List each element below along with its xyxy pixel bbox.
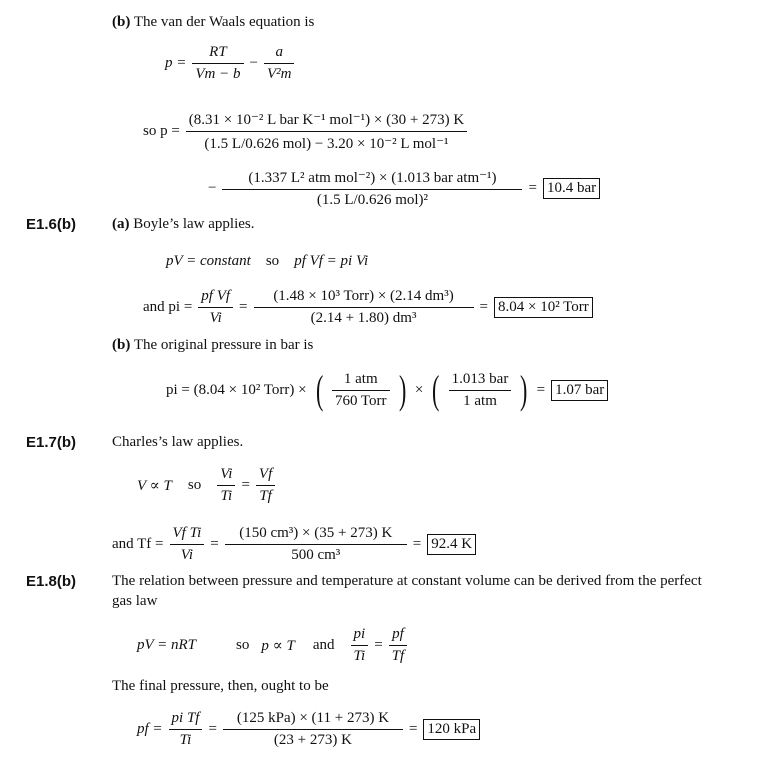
vdw-frac-rt xyxy=(192,44,243,83)
boyle-conv1-num: 1 atm xyxy=(343,370,378,387)
vdw-numeric-line2 xyxy=(208,168,600,209)
charles-eq1: V ∝ T so $\frac{Vi}{Ti}$ = $\frac{Vf}{Tf}$ xyxy=(137,466,275,505)
boyle-conv2 xyxy=(449,371,512,410)
boyle-pi-expr: pi = (8.04 × 10² Torr) × xyxy=(166,381,307,398)
vdw-frac-num2-den: (1.5 L/0.626 mol)² xyxy=(222,189,522,209)
gaslaw-eq2: pf = $\frac{\text{pi Tf}}{Ti}$ = $\frac{\text{(125 kPa) × (11 + 273) K}}{(23 + 273) K}$ = 120 kPa xyxy=(137,710,480,749)
boyle-times: × xyxy=(414,381,424,398)
vdw-equation xyxy=(165,44,294,83)
boyle-eq1-rhs: pf Vf = pi Vi xyxy=(294,253,369,269)
boyle-eq-sign-3: = xyxy=(536,381,546,398)
vdw-frac-a xyxy=(264,44,295,83)
gaslaw-text-line2: gas law xyxy=(112,593,158,609)
boyle-eq-sign-2: = xyxy=(479,299,488,315)
vdw-intro-text: The van der Waals equation is xyxy=(133,14,315,30)
boyle-eq1 xyxy=(166,253,368,270)
charles-frac1-den: Ti xyxy=(217,485,235,505)
boyle-conversion xyxy=(166,367,608,412)
charles-frac4-den: 500 cm³ xyxy=(225,544,407,564)
boyle-conv2-num: 1.013 bar xyxy=(451,370,509,387)
section-label-e18: E1.8(b) xyxy=(26,573,77,590)
gaslaw-pf-lhs: pf = xyxy=(137,721,163,737)
boyle-eq1-so: so xyxy=(265,253,280,269)
vdw-frac-a-num: a xyxy=(275,44,283,60)
boyle-eq1-lhs: pV = constant xyxy=(166,253,251,269)
gaslaw-frac1 xyxy=(351,626,369,665)
vdw-frac-num1 xyxy=(186,110,467,153)
section-label-e17: E1.7(b) xyxy=(26,434,77,451)
vdw-result-box: 10.4 bar xyxy=(543,178,600,199)
vdw-eq-lhs: p = xyxy=(165,55,187,71)
gaslaw-text-line1: The relation between pressure and temperature at constant volume can be derived from the perfect xyxy=(112,573,702,589)
boyle-part-a-label: (a) xyxy=(112,216,130,232)
right-paren-icon-2: ) xyxy=(520,367,528,412)
left-paren-icon-2: ( xyxy=(432,367,440,412)
boyle-eq-sign: = xyxy=(239,299,248,315)
boyle-frac1 xyxy=(198,288,233,327)
boyle-part-b-text: The original pressure in bar is xyxy=(133,337,314,353)
charles-frac4-num: (150 cm³) × (35 + 273) K xyxy=(239,525,393,541)
boyle-intro xyxy=(112,216,254,233)
boyle-eq2 xyxy=(143,288,593,327)
boyle-result-box: 8.04 × 10² Torr xyxy=(494,297,593,318)
boyle-frac2 xyxy=(254,288,474,327)
charles-and-tf: and Tf = xyxy=(112,536,164,552)
boyle-part-b xyxy=(112,337,313,354)
gaslaw-so: so xyxy=(236,637,250,653)
vdw-frac-num2 xyxy=(222,168,522,209)
boyle-part-b-label: (b) xyxy=(112,337,131,353)
boyle-and-pi: and pi = xyxy=(143,299,193,315)
left-paren-icon: ( xyxy=(315,367,323,412)
vdw-eq3-minus: − xyxy=(208,180,217,196)
charles-frac2-num: Vf xyxy=(258,466,273,482)
boyle-conv1-den: 760 Torr xyxy=(332,390,390,410)
gaslaw-frac2 xyxy=(389,626,408,665)
section-label-e16: E1.6(b) xyxy=(26,216,77,233)
gaslaw-eq1: pV = nRT so p ∝ T and $\frac{pi}{Ti}$ = $\frac{pf}{Tf}$ xyxy=(137,626,407,665)
gaslaw-frac1-den: Ti xyxy=(351,645,369,665)
right-paren-icon: ) xyxy=(398,367,406,412)
gaslaw-and: and xyxy=(312,637,335,653)
vdw-intro xyxy=(112,14,314,31)
vdw-frac-rt-den: Vm − b xyxy=(192,63,243,83)
boyle-conv2-den: 1 atm xyxy=(449,390,512,410)
vdw-frac-num2-num: (1.337 L² atm mol⁻²) × (1.013 bar atm⁻¹) xyxy=(248,170,497,186)
boyle-intro-text: Boyle’s law applies. xyxy=(133,216,255,232)
charles-frac4 xyxy=(225,525,407,564)
boyle-frac1-den: Vi xyxy=(198,307,233,327)
gaslaw-frac4 xyxy=(223,710,403,749)
charles-frac3-num: Vf Ti xyxy=(172,525,202,541)
charles-frac1-num: Vi xyxy=(220,466,233,482)
gaslaw-frac2-den: Tf xyxy=(389,645,408,665)
charles-frac3-den: Vi xyxy=(170,544,205,564)
vdw-numeric-line1 xyxy=(143,110,467,153)
vdw-frac-rt-num: RT xyxy=(209,44,227,60)
charles-prop: V ∝ T xyxy=(137,478,172,494)
boyle-frac1-num: pf Vf xyxy=(201,288,231,304)
vdw-frac-num1-num: (8.31 × 10⁻² L bar K⁻¹ mol⁻¹) × (30 + 273) K xyxy=(188,112,465,128)
charles-intro: Charles’s law applies. xyxy=(112,434,244,450)
gaslaw-frac3-den: Ti xyxy=(169,729,203,749)
charles-frac1 xyxy=(217,466,235,505)
vdw-eq3-eq: = xyxy=(528,180,537,196)
charles-frac3 xyxy=(170,525,205,564)
vdw-so-p: so p = xyxy=(143,123,180,139)
gaslaw-text-line3: The final pressure, then, ought to be xyxy=(112,678,329,694)
gaslaw-prop: p ∝ T xyxy=(261,638,295,654)
boyle-frac2-num: (1.48 × 10³ Torr) × (2.14 dm³) xyxy=(273,288,454,304)
vdw-frac-num1-den: (1.5 L/0.626 mol) − 3.20 × 10⁻² L mol⁻¹ xyxy=(186,131,467,153)
gaslaw-frac3-num: pi Tf xyxy=(171,710,200,726)
gaslaw-result-box: 120 kPa xyxy=(423,719,480,740)
charles-so: so xyxy=(187,477,202,493)
vdw-frac-a-den: V²m xyxy=(264,63,295,83)
charles-frac2-den: Tf xyxy=(256,485,275,505)
gaslaw-frac2-num: pf xyxy=(392,626,404,642)
gaslaw-frac4-den: (23 + 273) K xyxy=(223,729,403,749)
gaslaw-frac1-num: pi xyxy=(353,626,366,642)
boyle-conv1 xyxy=(332,371,390,410)
vdw-part-label: (b) xyxy=(112,14,131,30)
charles-frac2 xyxy=(256,466,275,505)
boyle-result-b-box: 1.07 bar xyxy=(551,380,608,401)
gaslaw-frac3 xyxy=(169,710,203,749)
gaslaw-ideal: pV = nRT xyxy=(137,637,197,653)
vdw-eq-minus: − xyxy=(249,55,258,71)
charles-eq2: and Tf = $\frac{\text{Vf Ti}}{Vi}$ = $\frac{\text{(150 cm³) × (35 + 273) K}}{\text{500 cm³}}$ = 92.4 K xyxy=(112,525,476,564)
boyle-frac2-den: (2.14 + 1.80) dm³ xyxy=(254,307,474,327)
charles-result-box: 92.4 K xyxy=(427,534,476,555)
gaslaw-frac4-num: (125 kPa) × (11 + 273) K xyxy=(236,710,390,726)
